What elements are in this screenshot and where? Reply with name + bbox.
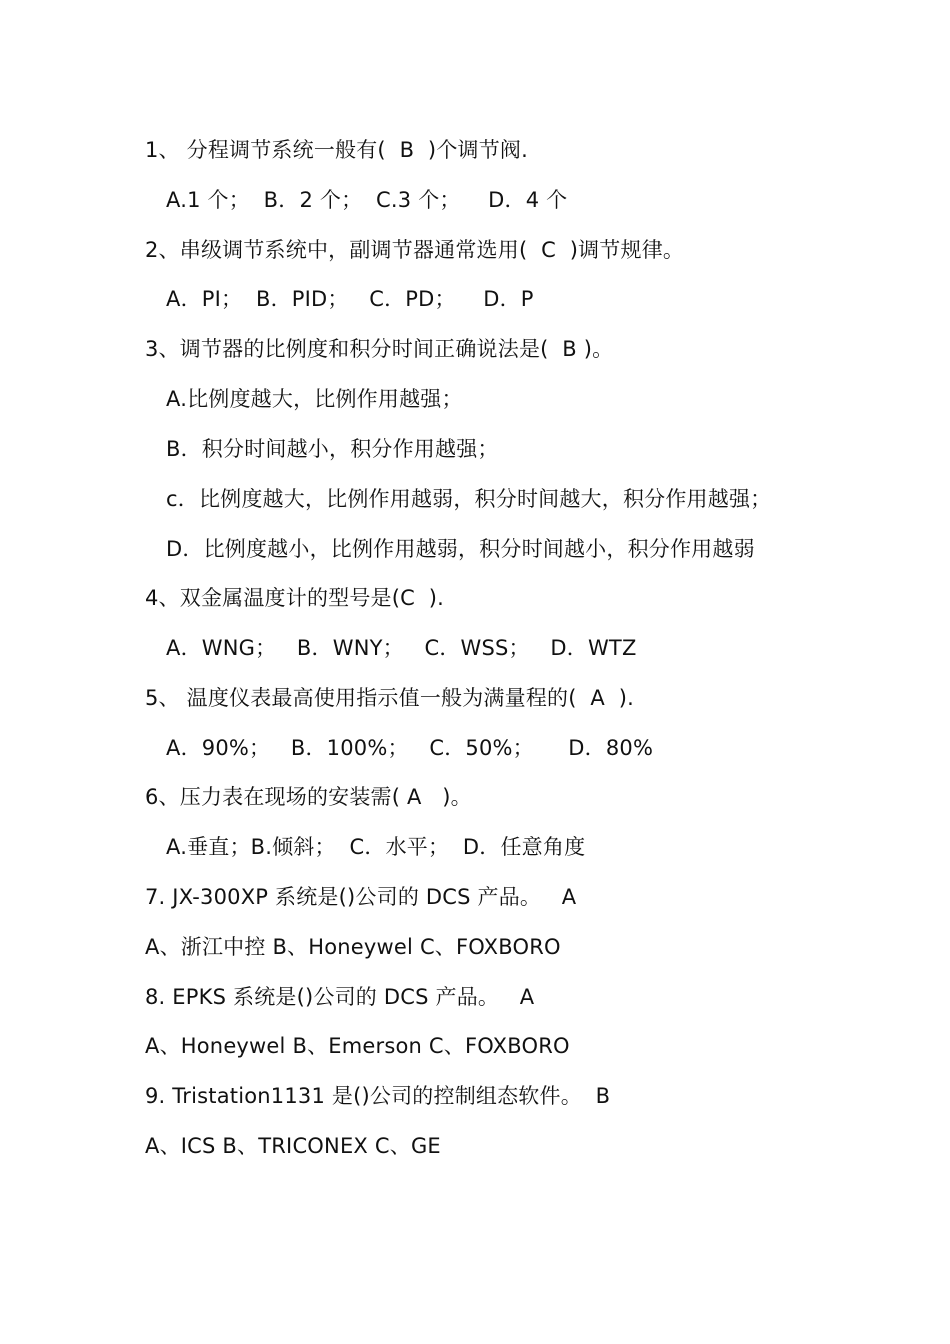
question-9-options: A、ICS B、TRICONEX C、GE	[145, 1134, 441, 1158]
question-2: 2、串级调节系统中，副调节器通常选用( C )调节规律。	[145, 238, 685, 262]
question-5: 5、 温度仪表最高使用指示值一般为满量程的( A ).	[145, 686, 634, 710]
question-1: 1、 分程调节系统一般有( B )个调节阀.	[145, 138, 529, 162]
question-8: 8. EPKS 系统是()公司的 DCS 产品。 A	[145, 985, 535, 1009]
question-3-option-a: A.比例度越大，比例作用越强；	[166, 387, 463, 411]
question-9: 9. Tristation1131 是()公司的控制组态软件。 B	[145, 1084, 611, 1108]
question-7-options: A、浙江中控 B、Honeywel C、FOXBORO	[145, 935, 561, 959]
question-8-options: A、Honeywel B、Emerson C、FOXBORO	[145, 1034, 570, 1058]
question-3: 3、调节器的比例度和积分时间正确说法是( B )。	[145, 337, 614, 361]
question-3-option-d: D．比例度越小，比例作用越弱，积分时间越小，积分作用越弱	[166, 537, 755, 561]
question-3-option-b: B．积分时间越小，积分作用越强；	[166, 437, 499, 461]
question-1-options: A.1 个； B．2 个； C.3 个； D．4 个	[166, 188, 568, 212]
question-6-options: A.垂直；B.倾斜； C．水平； D．任意角度	[166, 835, 586, 859]
question-4-options: A．WNG； B．WNY； C．WSS； D．WTZ	[166, 636, 637, 660]
question-7: 7. JX-300XP 系统是()公司的 DCS 产品。 A	[145, 885, 577, 909]
question-6: 6、压力表在现场的安装需( A )。	[145, 785, 472, 809]
question-5-options: A．90%； B．100%； C．50%； D．80%	[166, 736, 654, 760]
question-2-options: A．PI； B．PID； C．PD； D．P	[166, 287, 534, 311]
question-4: 4、双金属温度计的型号是(C ).	[145, 586, 445, 610]
question-3-option-c: c．比例度越大，比例作用越弱，积分时间越大，积分作用越强；	[166, 487, 772, 511]
